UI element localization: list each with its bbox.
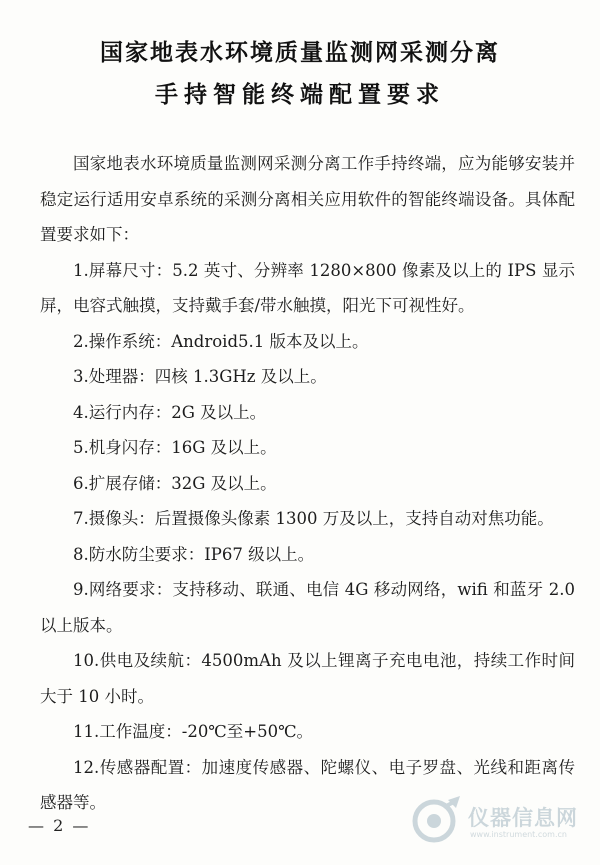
- requirement-item-10: 10.供电及续航：4500mAh 及以上锂离子充电电池，持续工作时间大于 10 小时。: [40, 651, 575, 706]
- requirement-item-7: 7.摄像头：后置摄像头像素 1300 万及以上，支持自动对焦功能。: [73, 509, 554, 528]
- watermark: [410, 790, 595, 850]
- requirement-item-2: 2.操作系统：Android5.1 版本及以上。: [73, 331, 369, 351]
- requirement-item-8: 8.防水防尘要求：IP67 级以上。: [73, 544, 315, 564]
- watermark-url: www.instrument.com.cn: [470, 830, 567, 839]
- requirement-item-1: 1.屏幕尺寸：5.2 英寸、分辨率 1280×800 像素及以上的 IPS 显示屏，电容式触摸，支持戴手套/带水触摸，阳光下可视性好。: [40, 260, 575, 315]
- requirement-item-4: 4.运行内存：2G 及以上。: [73, 402, 267, 422]
- requirement-item-9: 9.网络要求：支持移动、联通、电信 4G 移动网络，wifi 和蓝牙 2.0 以上版本。: [40, 580, 576, 635]
- page-number: — 2 —: [28, 816, 91, 835]
- requirement-item-5: 5.机身闪存：16G 及以上。: [73, 438, 277, 457]
- requirement-item-6: 6.扩展存储：32G 及以上。: [73, 473, 277, 493]
- intro-paragraph: 国家地表水环境质量监测网采测分离工作手持终端，应为能够安装并稳定运行适用安卓系统的采测分离相关应用软件的智能终端设备。具体配置要求如下：: [40, 154, 575, 244]
- requirement-item-11: 11.工作温度：-20℃至+50℃。: [73, 722, 314, 741]
- requirement-item-3: 3.处理器：四核 1.3GHz 及以上。: [73, 367, 327, 386]
- watermark-text: 仪器信息网: [468, 806, 578, 830]
- document-title-line1: 国家地表水环境质量监测网采测分离: [100, 39, 500, 66]
- document-body: [40, 146, 575, 821]
- requirement-item-12: 12.传感器配置：加速度传感器、陀螺仪、电子罗盘、光线和距离传感器等。: [40, 757, 575, 812]
- document-title-line2: 手持智能终端配置要求: [155, 81, 445, 108]
- instrument-logo-icon: [410, 794, 464, 846]
